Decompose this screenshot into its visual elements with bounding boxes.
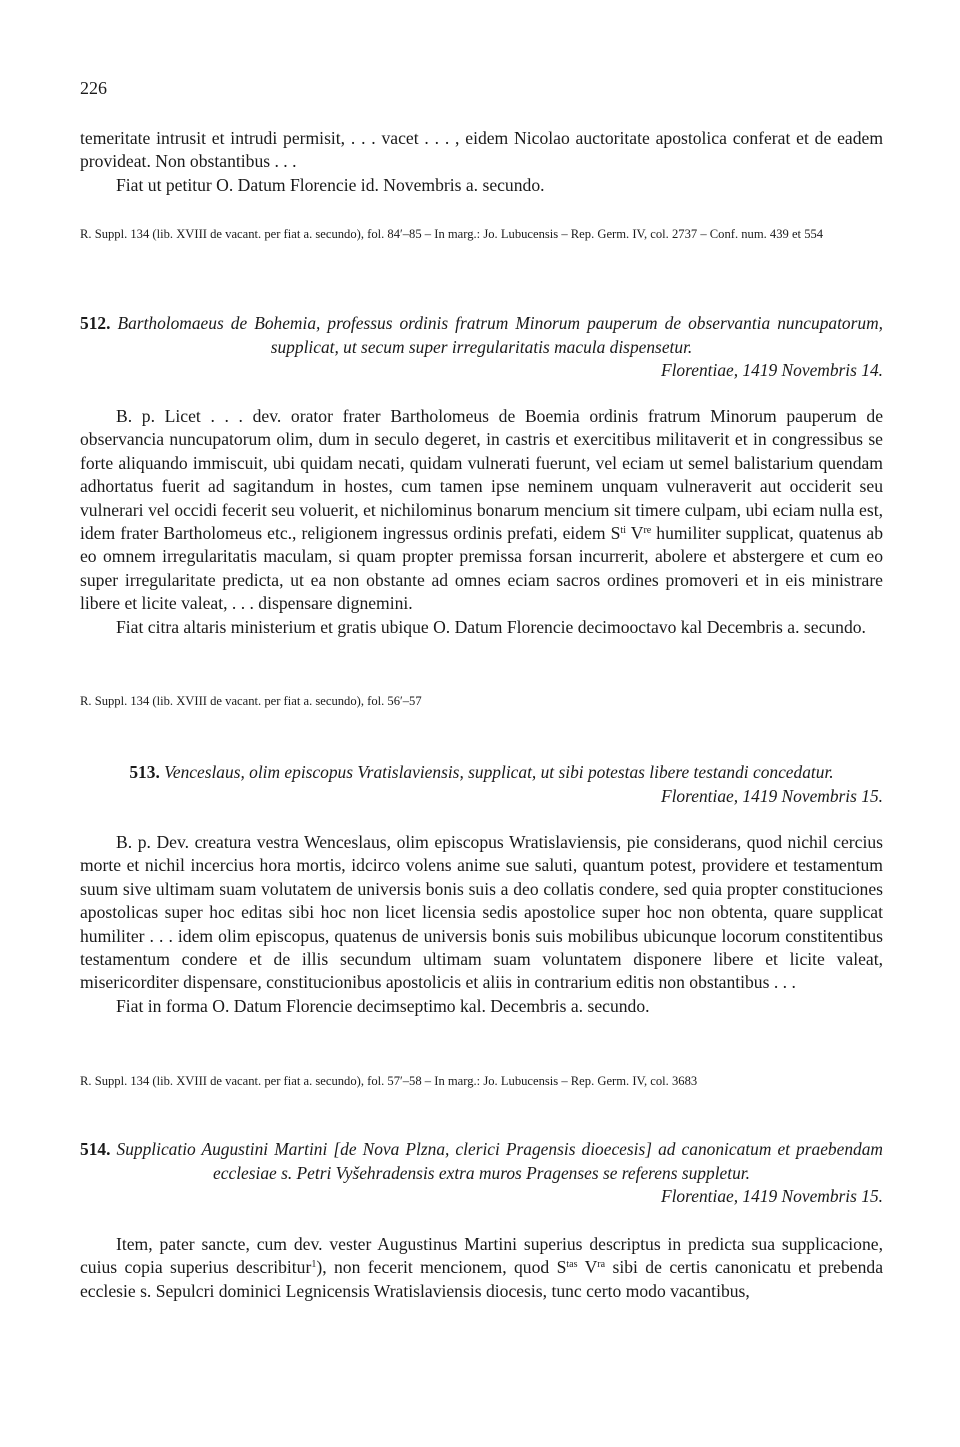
entry-heading-line2: ecclesiae s. Petri Vyšehradensis extra muros Pragenses se referens suppletur. [213,1162,750,1183]
entry-512-heading [80,312,883,383]
entry-number: 512. [80,313,111,333]
body-text-part: ), non fecerit mencionem, quod S [316,1257,567,1278]
entry-512-reference [80,691,883,711]
reference-text: R. Suppl. 134 (lib. XVIII de vacant. per fiat a. secundo), fol. 56′–57 [80,694,422,708]
continuation-block [80,127,883,197]
entry-heading-line2: supplicat, ut secum super irregularitatis macula dispensetur. [270,336,693,357]
superscript: ti [620,525,626,537]
reference-text: R. Suppl. 134 (lib. XVIII de vacant. per fiat a. secundo), fol. 57′–58 – In marg.: Jo. Lubucensis – Rep. Germ. IV, col. 3683 [80,1074,698,1088]
superscript: re [643,525,652,537]
entry-dateline: Florentiae, 1419 Novembris 14. [660,360,883,381]
entry-body [80,405,883,616]
body-text-part: V [625,523,644,544]
continuation-text: temeritate intrusit et intrudi permisit, . . . vacet . . . , eidem Nicolao auctoritate apostolica conferat et de eadem provideat. Non obstantibus . . . [80,128,883,172]
entry-fiat: Fiat citra altaris ministerium et gratis ubique O. Datum Florencie decimooctavo kal Decembris a. secundo. [116,616,866,637]
entry-number: 514. [80,1139,111,1159]
entry-513-heading [80,761,883,808]
entry-513-reference [80,1071,883,1091]
entry-number: 513. [129,762,160,782]
body-text-part: humiliter supplicat, quatenus ab eo omnem irregularitatis maculam, si quam propter premissa forsan incurrerit, abolere et abstergere et cum eo super irregularitate predicta, ut ea non obstante ad omnes eciam sacros ordines promoveri et in eis ministrare libere et licite valeat, . . . dispensare dignemini. [80,523,883,614]
entry-heading-text: Supplicatio Augustini Martini [de Nova Plzna, clerici Pragensis dioecesis] ad canonicatum et praebendam [116,1139,883,1159]
entry-512-body [80,405,883,639]
entry-dateline: Florentiae, 1419 Novembris 15. [660,1186,883,1207]
entry-heading-line1 [80,761,883,785]
superscript: 1 [311,1259,317,1271]
entry-heading-text: Venceslaus, olim episcopus Vratislaviensis, supplicat, ut sibi potestas libere testandi concedatur. [164,762,834,782]
body-text-part: V [577,1257,598,1278]
superscript: tas [566,1259,578,1271]
reference-text: R. Suppl. 134 (lib. XVIII de vacant. per fiat a. secundo), fol. 84′–85 – In marg.: Jo. Lubucensis – Rep. Germ. IV, col. 2737 – Conf. num. 439 et 554 [80,227,824,241]
body-text-part: B. p. Licet . . . dev. orator frater Bartholomeus de Boemia ordinis fratrum Minorum pauperum de observancia nuncupatorum olim, dum in seculo degeret, in castris et exercitibus militaverit et in congressibus se forte aliquando immiscuit, ubi quidam necati, quidam vulnerati fuerunt, vel eciam ut semel balistarium quendam adhortatus fuerit ad sagitandum in hostes, cum tamen ipse neminem unquam vulneraverit aut occiderit seu vulnerari vel occidi fecerit seu voluerit, et nichilominus bonarum mencium sit timere culpam, ubi eciam nulla est, idem frater Bartholomeus etc., religionem ingressus ordinis prefati, eidem S [80,406,883,544]
body-text-part: sibi de certis canonicatu et prebenda ecclesie s. Sepulcri dominici Legnicensis Wratislaviensis diocesis, tunc certo modo vacantibus, [80,1257,884,1301]
entry-dateline: Florentiae, 1419 Novembris 15. [660,785,883,806]
entry-514-body [80,1233,883,1303]
entry-heading-text: Bartholomaeus de Bohemia, professus ordinis fratrum Minorum pauperum de observantia nuncupatorum, [117,313,883,333]
continuation-reference [80,224,883,244]
entry-513-body [80,831,883,1018]
entry-body [80,1233,883,1303]
continuation-fiat: Fiat ut petitur O. Datum Florencie id. Novembris a. secundo. [116,174,545,195]
entry-body: B. p. Dev. creatura vestra Wenceslaus, olim episcopus Wratislaviensis, pie considerans, quod nichil cercius morte et nichil incercius hora mortis, idcirco volens anime sue saluti, quantum potest, providere et testamentum suum sive ultimam suam volutatem de universis bonis suis a deo collatis condere, sed quia propter constituciones apostolicas super hoc editas sibi hoc non licet licensia sedis apostolice super hoc non obtenta, quare supplicat humiliter . . . idem olim episcopus, quatenus de universis bonis suis mobilibus ubicunque locorum constitentibus testamentum condere et de illis secundum ultimam suam voluntatem disponere libere et licite valeat, misericorditer dispensare, constitucionibus apostolicis et aliis in contrarium editis non obstantibus . . . [80,832,883,993]
body-text-part: Item, pater sancte, cum dev. vester Augustinus Martini superius descriptus in predicta sua supplicacione, cuius copia superius describitur [80,1234,883,1278]
superscript: ra [597,1259,606,1271]
entry-heading-line1 [80,312,883,336]
entry-heading-line1 [80,1138,883,1162]
page-number: 226 [80,78,107,98]
entry-fiat: Fiat in forma O. Datum Florencie decimseptimo kal. Decembris a. secundo. [116,995,650,1016]
entry-514-heading [80,1138,883,1209]
